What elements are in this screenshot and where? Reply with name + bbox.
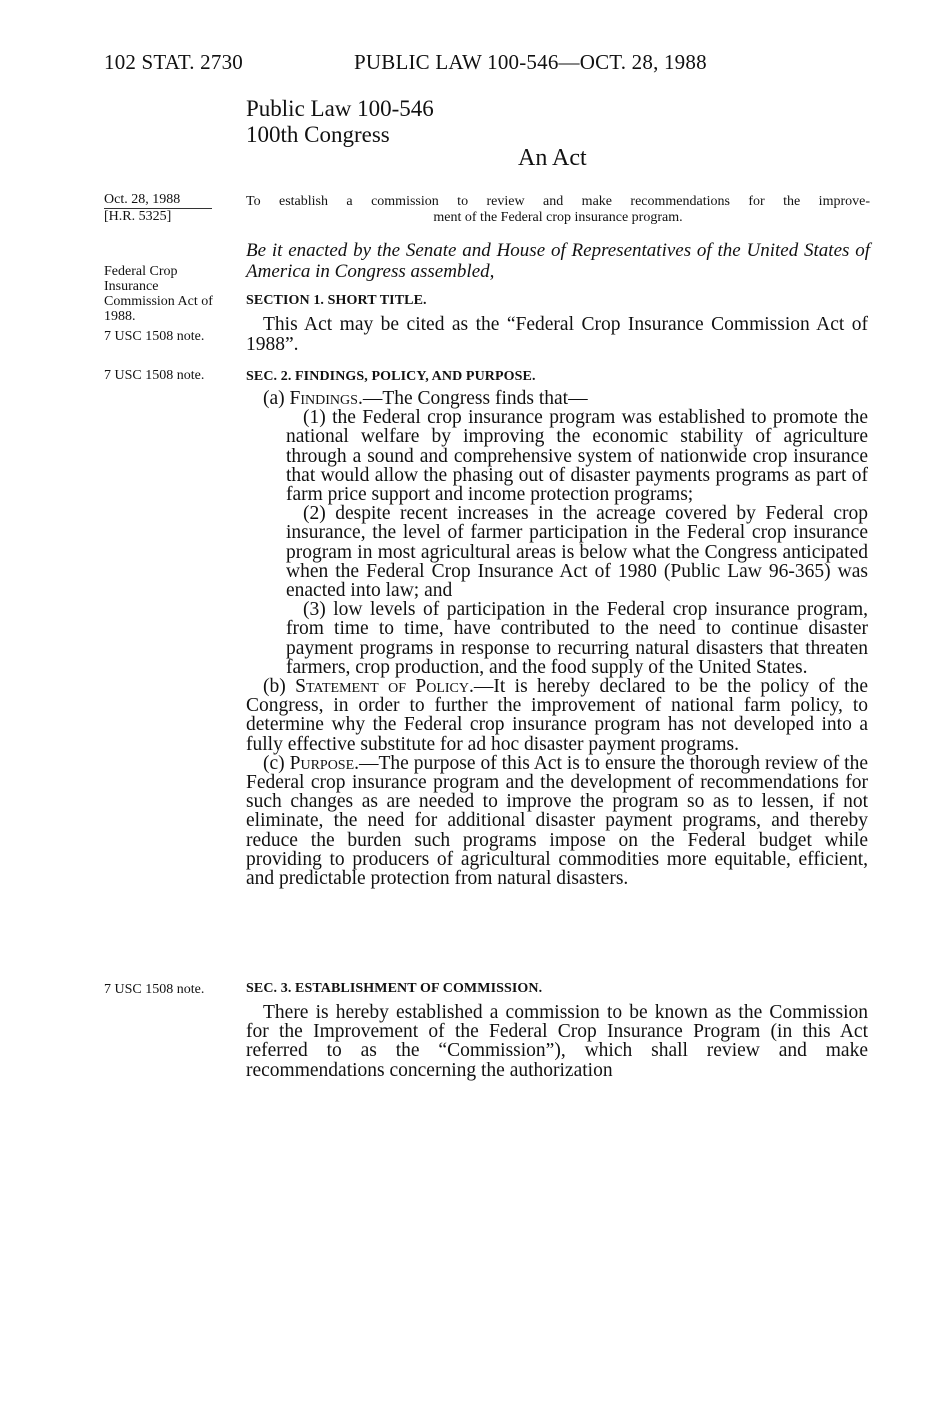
margin-bill-number: [H.R. 5325]: [104, 209, 172, 224]
finding-2: (2) despite recent increases in the acreage covered by Federal crop insurance, the level of farmer participation in the Federal crop insurance program in most agricultural areas is below what the Congress anticipated when the Federal Crop Insurance Act of 1980 (Public Law 96-365) was enacted into law; and: [286, 503, 868, 602]
purpose-line-2: ment of the Federal crop insurance program.: [433, 210, 683, 225]
act-purpose: [246, 194, 870, 226]
subsection-c-text: .—The purpose of this Act is to ensure the thorough review of the Federal crop insurance program and the development of recommendations for such changes as are needed to improve the program so as to lessen, if not eliminate, the need for additional disaster payment programs, and thereby reduce the burden such programs impose on the Federal budget while providing to producers of agricultural commodities more equitable, efficient, and predictable protection from natural disasters.: [246, 752, 868, 890]
subsection-b-label: (b): [263, 676, 296, 698]
subsection-c-heading: Purpose: [289, 752, 355, 774]
public-law-title: [246, 96, 434, 148]
margin-usc-note-3: 7 USC 1508 note.: [104, 982, 205, 997]
section-3-heading: SEC. 3. ESTABLISHMENT OF COMMISSION.: [246, 981, 543, 996]
enacting-clause: Be it enacted by the Senate and House of Representatives of the United States of America in Congress assembled,: [246, 240, 870, 282]
section-2-body: [246, 389, 868, 888]
subsection-b-text: .—It is hereby declared to be the policy of the Congress, in order to further the improvement of national farm policy, to determine why the Federal crop insurance program has not developed into a fully effective substitute for ad hoc disaster payment programs.: [246, 676, 868, 755]
margin-usc-note-2: 7 USC 1508 note.: [104, 368, 205, 383]
public-law-number: Public Law 100-546: [246, 96, 434, 121]
margin-date: Oct. 28, 1988: [104, 192, 212, 209]
purpose-line-1: To establish a commission to review and make recommendations for the improve-: [246, 194, 870, 209]
subsection-c: [246, 754, 868, 888]
subsection-b-heading: Statement of Policy: [295, 676, 469, 698]
subsection-c-label: (c): [263, 752, 290, 774]
subsection-a-heading: Findings: [289, 388, 358, 409]
an-act-heading: An Act: [518, 145, 587, 171]
subsection-b: [246, 677, 868, 754]
margin-date-block: [104, 192, 239, 224]
page-stat-number: 102 STAT. 2730: [104, 50, 243, 74]
section-1-heading: SECTION 1. SHORT TITLE.: [246, 293, 427, 308]
finding-3: (3) low levels of participation in the Federal crop insurance program, from time to time, have contributed to the need to continue disaster payment programs in response to recurring natural disasters that threaten farmers, crop production, and the food supply of the United States.: [286, 599, 868, 678]
running-header: PUBLIC LAW 100-546—OCT. 28, 1988: [354, 50, 707, 74]
margin-usc-note-1: 7 USC 1508 note.: [104, 329, 205, 344]
finding-1: (1) the Federal crop insurance program was established to promote the national welfare by improving the economic stability of agriculture through a sound and comprehensive system of nationwide crop insurance that would allow the phasing out of disaster payments programs as part of farm price support and income protection programs;: [286, 407, 868, 506]
subsection-a-label: (a): [263, 388, 290, 409]
section-2-heading: SEC. 2. FINDINGS, POLICY, AND PURPOSE.: [246, 369, 536, 384]
margin-short-title-note: Federal Crop Insurance Commission Act of 1988.: [104, 264, 213, 324]
subsection-a: [246, 389, 868, 408]
section-1-text: This Act may be cited as the “Federal Crop Insurance Commission Act of 1988”.: [246, 314, 868, 355]
congress-number: 100th Congress: [246, 122, 390, 147]
section-3-text: There is hereby established a commission to be known as the Commission for the Improvement of the Federal Crop Insurance Program (in this Act referred to as the “Commission”), which shall review and make recommendations concerning the authorization: [246, 1002, 868, 1081]
subsection-a-intro: .—The Congress finds that—: [357, 388, 588, 409]
